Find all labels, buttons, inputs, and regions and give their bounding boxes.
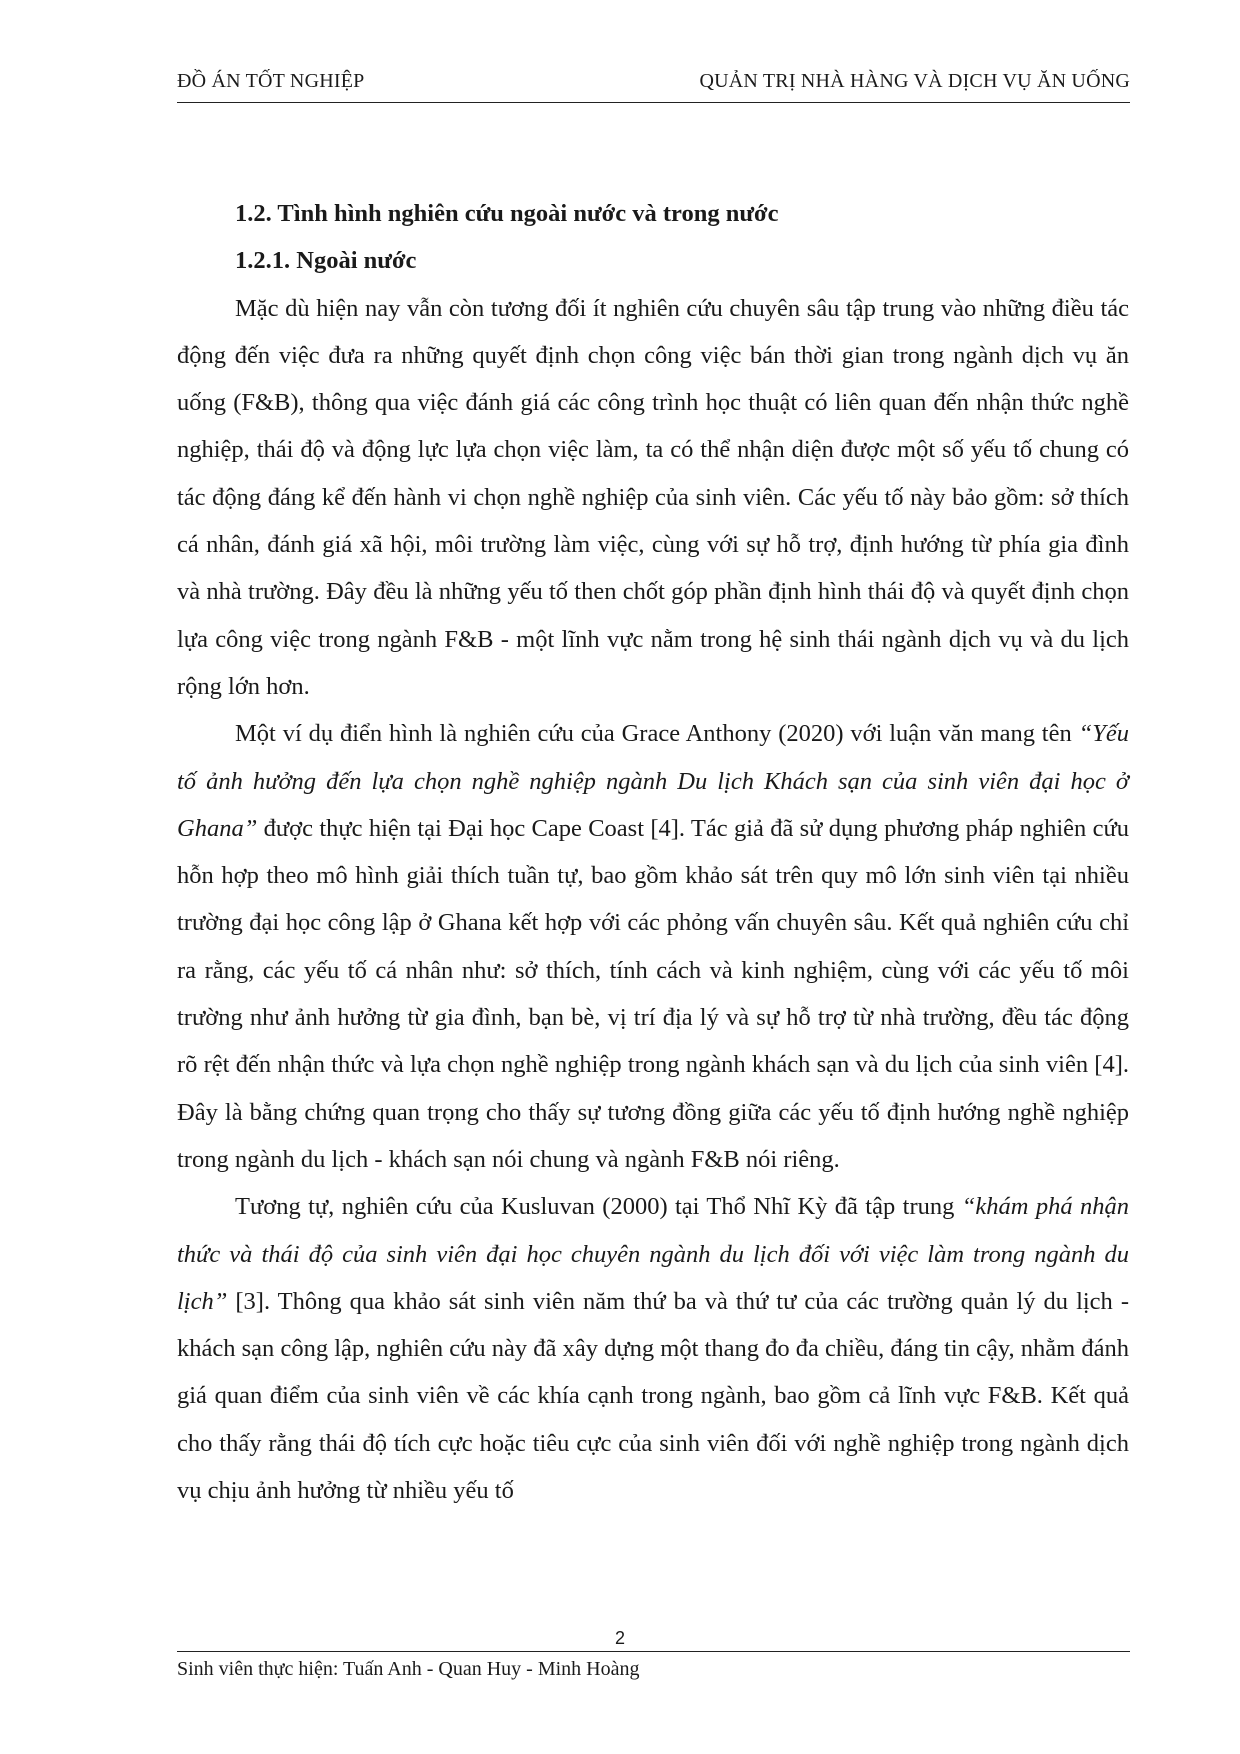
footer-authors: Sinh viên thực hiện: Tuấn Anh - Quan Huy - Minh Hoàng [177,1658,640,1680]
header-right-title: QUẢN TRỊ NHÀ HÀNG VÀ DỊCH VỤ ĂN UỐNG [699,70,1130,92]
subsection-heading: 1.2.1. Ngoài nước [235,247,417,275]
paragraph-3-italic-quote: “khám phá nhận thức và thái độ của sinh viên đại học chuyên ngành du lịch đối với việc làm trong ngành du lịch” [177,1193,1129,1315]
paragraph-2 [177,710,1129,1183]
document-body [177,190,1129,1514]
paragraph-2-text-b: được thực hiện tại Đại học Cape Coast [4]. Tác giả đã sử dụng phương pháp nghiên cứu hỗn hợp theo mô hình giải thích tuần tự, bao gồm khảo sát trên quy mô lớn sinh viên tại nhiều trường đại học công lập ở Ghana kết hợp với các phỏng vấn chuyên sâu. Kết quả nghiên cứu chỉ ra rằng, các yếu tố cá nhân như: sở thích, tính cách và kinh nghiệm, cùng với các yếu tố môi trường như ảnh hưởng từ gia đình, bạn bè, vị trí địa lý và sự hỗ trợ từ nhà trường, đều tác động rõ rệt đến nhận thức và lựa chọn nghề nghiệp trong ngành khách sạn và du lịch của sinh viên [4]. Đây là bằng chứng quan trọng cho thấy sự tương đồng giữa các yếu tố định hướng nghề nghiệp trong ngành du lịch - khách sạn nói chung và ngành F&B nói riêng. [177,814,1129,1173]
paragraph-1: Mặc dù hiện nay vẫn còn tương đối ít nghiên cứu chuyên sâu tập trung vào những điều tác động đến việc đưa ra những quyết định chọn công việc bán thời gian trong ngành dịch vụ ăn uống (F&B), thông qua việc đánh giá các công trình học thuật có liên quan đến nhận thức nghề nghiệp, thái độ và động lực lựa chọn việc làm, ta có thể nhận diện được một số yếu tố chung có tác động đáng kể đến hành vi chọn nghề nghiệp của sinh viên. Các yếu tố này bảo gồm: sở thích cá nhân, đánh giá xã hội, môi trường làm việc, cùng với sự hỗ trợ, định hướng từ phía gia đình và nhà trường. Đây đều là những yếu tố then chốt góp phần định hình thái độ và quyết định chọn lựa công việc trong ngành F&B - một lĩnh vực nằm trong hệ sinh thái ngành dịch vụ và du lịch rộng lớn hơn. [177,294,1129,700]
paragraph-3-text-a: Tương tự, nghiên cứu của Kusluvan (2000) tại Thổ Nhĩ Kỳ đã tập trung [235,1193,962,1221]
page-footer [177,1651,1130,1681]
paragraph-2-italic-title: “Yếu tố ảnh hưởng đến lựa chọn nghề nghiệp ngành Du lịch Khách sạn của sinh viên đại học ở Ghana” [177,720,1129,842]
page-header [177,70,1130,103]
paragraph-2-text-a: Một ví dụ điển hình là nghiên cứu của Grace Anthony (2020) với luận văn mang tên [235,720,1079,748]
page-number: 2 [614,1628,625,1648]
paragraph-3 [177,1183,1129,1514]
paragraph-3-text-b: [3]. Thông qua khảo sát sinh viên năm thứ ba và thứ tư của các trường quản lý du lịch - khách sạn công lập, nghiên cứu này đã xây dựng một thang đo đa chiều, đáng tin cậy, nhằm đánh giá quan điểm của sinh viên về các khía cạnh trong ngành, bao gồm cả lĩnh vực F&B. Kết quả cho thấy rằng thái độ tích cực hoặc tiêu cực của sinh viên đối với nghề nghiệp trong ngành dịch vụ chịu ảnh hưởng từ nhiều yếu tố [177,1287,1129,1505]
header-left-title: ĐỒ ÁN TỐT NGHIỆP [177,70,365,92]
section-heading: 1.2. Tình hình nghiên cứu ngoài nước và trong nước [235,200,779,227]
